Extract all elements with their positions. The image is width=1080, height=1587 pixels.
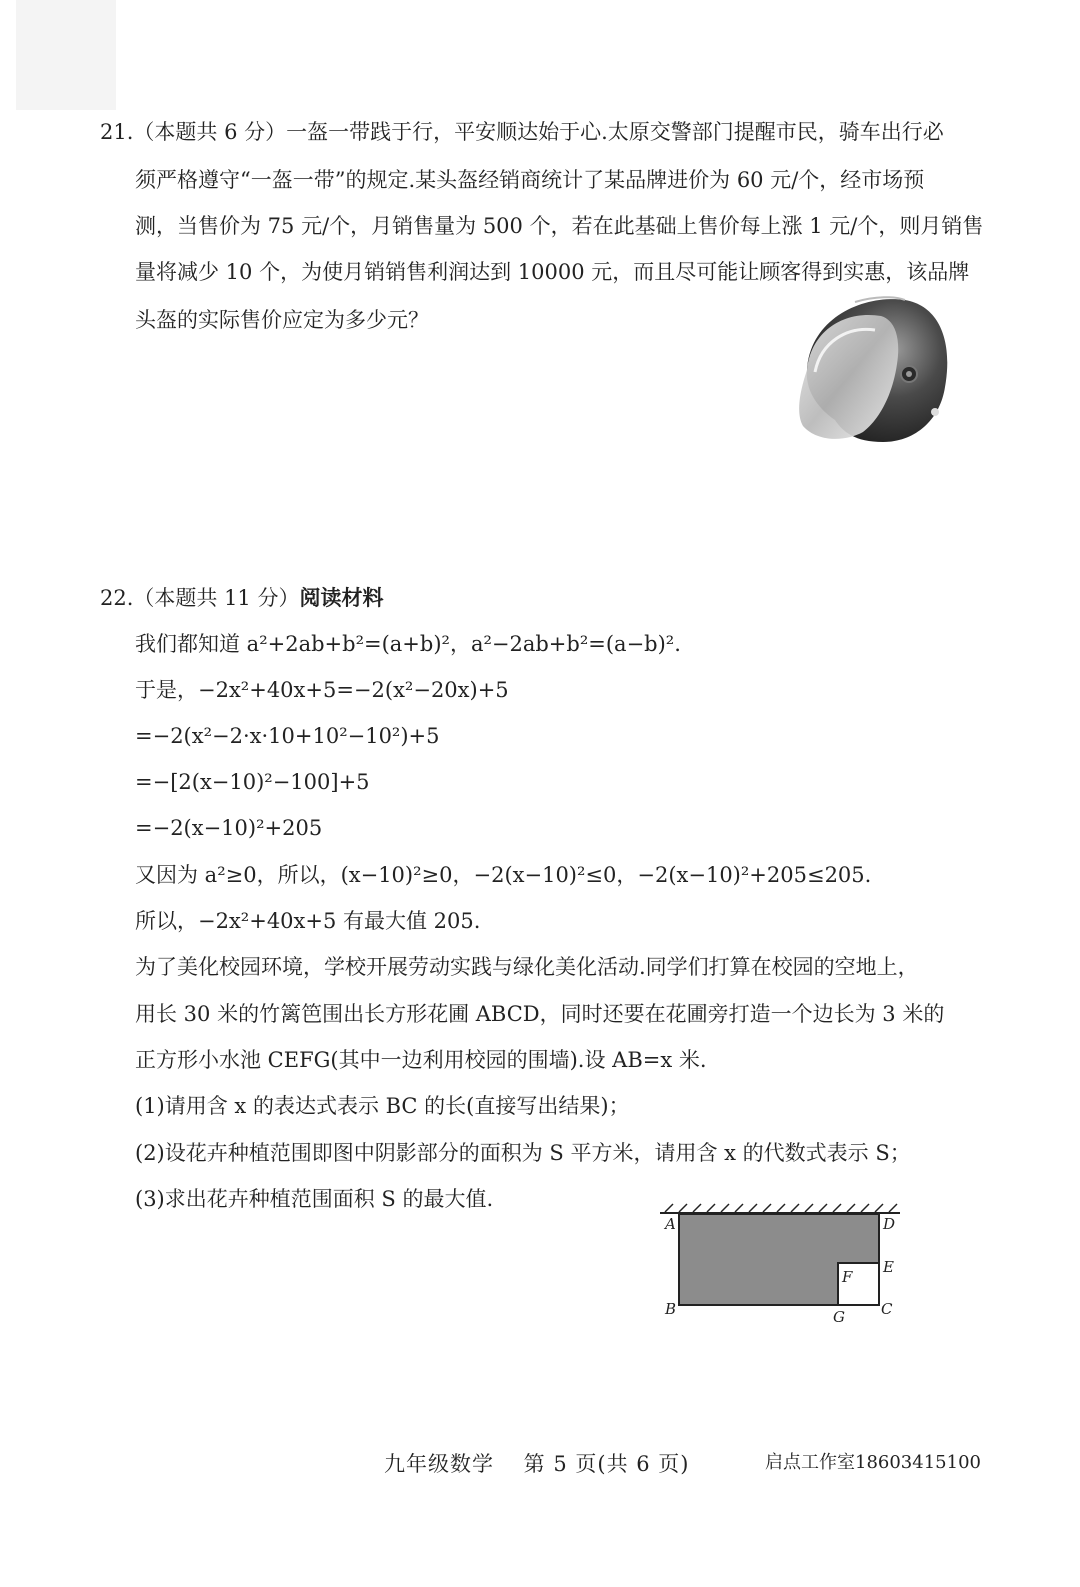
q22-line-4: =−[2(x−10)²−100]+5 xyxy=(135,770,370,794)
q22-header xyxy=(100,583,383,613)
q21-line-1: 21.（本题共 6 分）一盔一带践于行，平安顺达始于心.太原交警部门提醒市民，骑车出行必 xyxy=(100,120,944,144)
label-g: G xyxy=(833,1308,845,1326)
q21-line-3: 测，当售价为 75 元/个，月销售量为 500 个，若在此基础上售价每上涨 1 元/个，则月销售 xyxy=(135,214,984,238)
q21-line-5: 头盔的实际售价应定为多少元？ xyxy=(135,308,429,332)
q22-line-8: 为了美化校园环境，学校开展劳动实践与绿化美化活动.同学们打算在校园的空地上， xyxy=(135,955,919,979)
q22-line-7: 所以，−2x²+40x+5 有最大值 205. xyxy=(135,909,481,933)
label-a: A xyxy=(665,1215,676,1233)
helmet-image xyxy=(785,292,955,450)
q22-line-5: =−2(x−10)²+205 xyxy=(135,816,323,840)
q22-line-2: 于是，−2x²+40x+5=−2(x²−20x)+5 xyxy=(135,678,509,702)
wall-hatching xyxy=(665,1204,897,1212)
label-c: C xyxy=(881,1300,893,1318)
q22-line-12: (2)设花卉种植范围即图中阴影部分的面积为 S 平方米，请用含 x 的代数式表示 S； xyxy=(135,1141,911,1165)
q22-line-1: 我们都知道 a²+2ab+b²=(a+b)²，a²−2ab+b²=(a−b)². xyxy=(135,632,681,656)
q21-line-4: 量将减少 10 个，为使月销销售利润达到 10000 元，而且尽可能让顾客得到实惠，该品牌 xyxy=(135,260,970,284)
label-f: F xyxy=(842,1268,853,1286)
q22-header-prefix: 22.（本题共 11 分） xyxy=(100,586,300,610)
q21-line-2: 须严格遵守“一盔一带”的规定.某头盔经销商统计了某品牌进价为 60 元/个，经市场预 xyxy=(135,168,925,192)
label-e: E xyxy=(883,1258,894,1276)
q22-line-6: 又因为 a²≥0，所以，(x−10)²≥0，−2(x−10)²≤0，−2(x−10)²+205≤205. xyxy=(135,863,872,887)
scan-corner-mark xyxy=(16,0,116,110)
label-d: D xyxy=(883,1215,896,1233)
garden-figure xyxy=(655,1195,915,1330)
q22-header-title: 阅读材料 xyxy=(299,585,384,610)
footer-page-info: 九年级数学 第 5 页(共 6 页) xyxy=(384,1452,690,1476)
q22-line-11: (1)请用含 x 的表达式表示 BC 的长(直接写出结果)； xyxy=(135,1094,630,1118)
q22-line-3: =−2(x²−2·x·10+10²−10²)+5 xyxy=(135,724,440,748)
label-b: B xyxy=(665,1300,677,1318)
footer-studio: 启点工作室18603415100 xyxy=(765,1452,981,1473)
q22-line-10: 正方形小水池 CEFG(其中一边利用校园的围墙).设 AB=x 米. xyxy=(135,1048,707,1072)
q22-line-9: 用长 30 米的竹篱笆围出长方形花圃 ABCD，同时还要在花圃旁打造一个边长为 3 米的 xyxy=(135,1002,945,1026)
q22-line-13: (3)求出花卉种植范围面积 S 的最大值. xyxy=(135,1187,494,1211)
